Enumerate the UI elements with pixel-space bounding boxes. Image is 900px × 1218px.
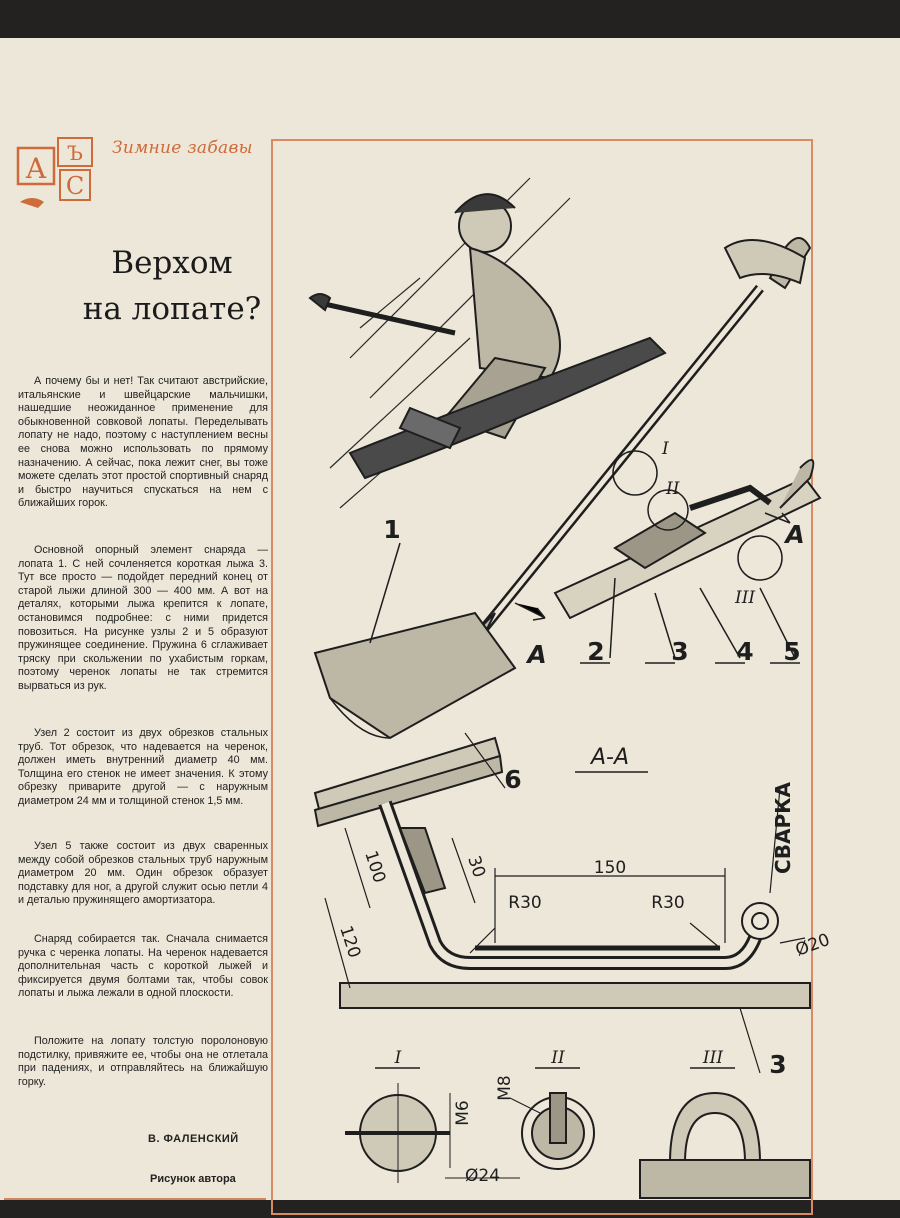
weld-label: СВАРКА (771, 782, 795, 874)
bottom-divider (4, 1198, 266, 1200)
dimension-label: М6 (453, 1100, 473, 1126)
article-paragraph: Узел 5 также состоит из двух сваренных между собой обрезков стальных труб наружным диаметром 20 мм. Один обрезок образует подставку для ног, а другой служит осью петли 4 и деталью пружинящего амортизатора. (18, 840, 268, 907)
alphabet-blocks-icon (16, 136, 98, 216)
section-title: А-А (590, 745, 630, 770)
view-marker: А (785, 520, 805, 549)
detail-marker: I (394, 1048, 402, 1068)
article-title-line-1: Верхом (111, 245, 233, 281)
article-paragraph: Основной опорный элемент снаряда — лопата 1. С ней сочленяется короткая лыжа 3. Тут все просто — подойдет передний конец от старой лыжи длиной 300 — 400 мм. А вот на деталях, которыми лыжа крепится к лопате, остановимся подробнее: с ними придется повозиться. На рисунке узлы 2 и 5 образуют пружинящее соединение. Пружина 6 сглаживает тряску при скольжении по ухабистым горкам, поэтому черенок лопаты не так стремится вырваться из рук. (18, 544, 268, 692)
sledding-boy-icon (310, 194, 665, 478)
dimension-label: Ø24 (465, 1166, 501, 1186)
illustration-credit: Рисунок автора (150, 1173, 236, 1185)
technical-illustration (270, 138, 833, 1218)
dimension-label: М8 (495, 1075, 515, 1101)
author-byline: В. ФАЛЕНСКИЙ (148, 1133, 239, 1145)
dimension-label: R30 (651, 893, 685, 913)
part-label: 2 (587, 637, 605, 666)
article-paragraph: Узел 2 состоит из двух обрезков стальных труб. Тот обрезок, что надевается на черенок, должен иметь внутренний диаметр 40 мм. Толщина его стенок не имеет значения. К этому обрезку приварите другой — с наружным диаметром 24 мм и толщиной стенок 1,5 мм. (18, 727, 268, 807)
logo-letter-a: А (25, 152, 47, 185)
detail-marker: II (666, 479, 680, 499)
article-paragraph: Снаряд собирается так. Сначала снимается ручка с черенка лопаты. На черенок надевается дополнительная часть с короткой лыжей и фиксируется двумя болтами так, чтобы совок лопаты и лыжа лежали в одной плоскости. (18, 933, 268, 1000)
part-label: 6 (504, 765, 522, 794)
view-marker: А (527, 640, 547, 669)
dimension-label: Ø20 (792, 929, 833, 961)
detail-marker: II (551, 1048, 565, 1068)
part-label: 5 (783, 637, 801, 666)
part-label: 4 (736, 637, 754, 666)
part-label: 3 (769, 1050, 787, 1079)
dimension-label: 150 (593, 858, 627, 878)
detail-marker: III (735, 588, 756, 608)
dimension-label: 30 (463, 853, 489, 881)
part-label: 3 (671, 637, 689, 666)
article-title-line-2: на лопате? (82, 291, 262, 327)
article-title (72, 240, 272, 332)
part-label: 1 (383, 515, 401, 544)
article-paragraph: А почему бы и нет! Так считают австрийские, итальянские и швейцарские мальчишки, нашедшие неожиданное применение для обыкновенной совковой лопаты. Переделывать лопату не надо, поэтому с наступлением весны ее снова можно использовать по прямому назначению. А сейчас, пока лежит снег, вы тоже можете сделать этот простой спортивный снаряд и быстро научиться спускаться на нем с ближайших горок. (18, 375, 268, 510)
detail-marker: III (702, 1048, 724, 1068)
magazine-page (0, 38, 900, 1200)
detail-views (345, 1068, 810, 1198)
dimension-label: 100 (360, 848, 390, 886)
article-paragraph: Положите на лопату толстую поролоновую подстилку, привяжите ее, чтобы она не отлетала при падениях, и отправляйтесь на ближайшую горку. (18, 1035, 268, 1088)
dimension-label: R30 (508, 893, 542, 913)
dimension-label: 120 (335, 923, 365, 961)
section-rubric: Зимние забавы (112, 138, 253, 158)
section-view-drawing (315, 738, 810, 1008)
logo-letter-s: С (65, 172, 85, 200)
detail-marker: I (662, 439, 669, 459)
logo-letter-hard-sign: Ъ (67, 141, 83, 165)
short-ski-icon (555, 460, 820, 618)
